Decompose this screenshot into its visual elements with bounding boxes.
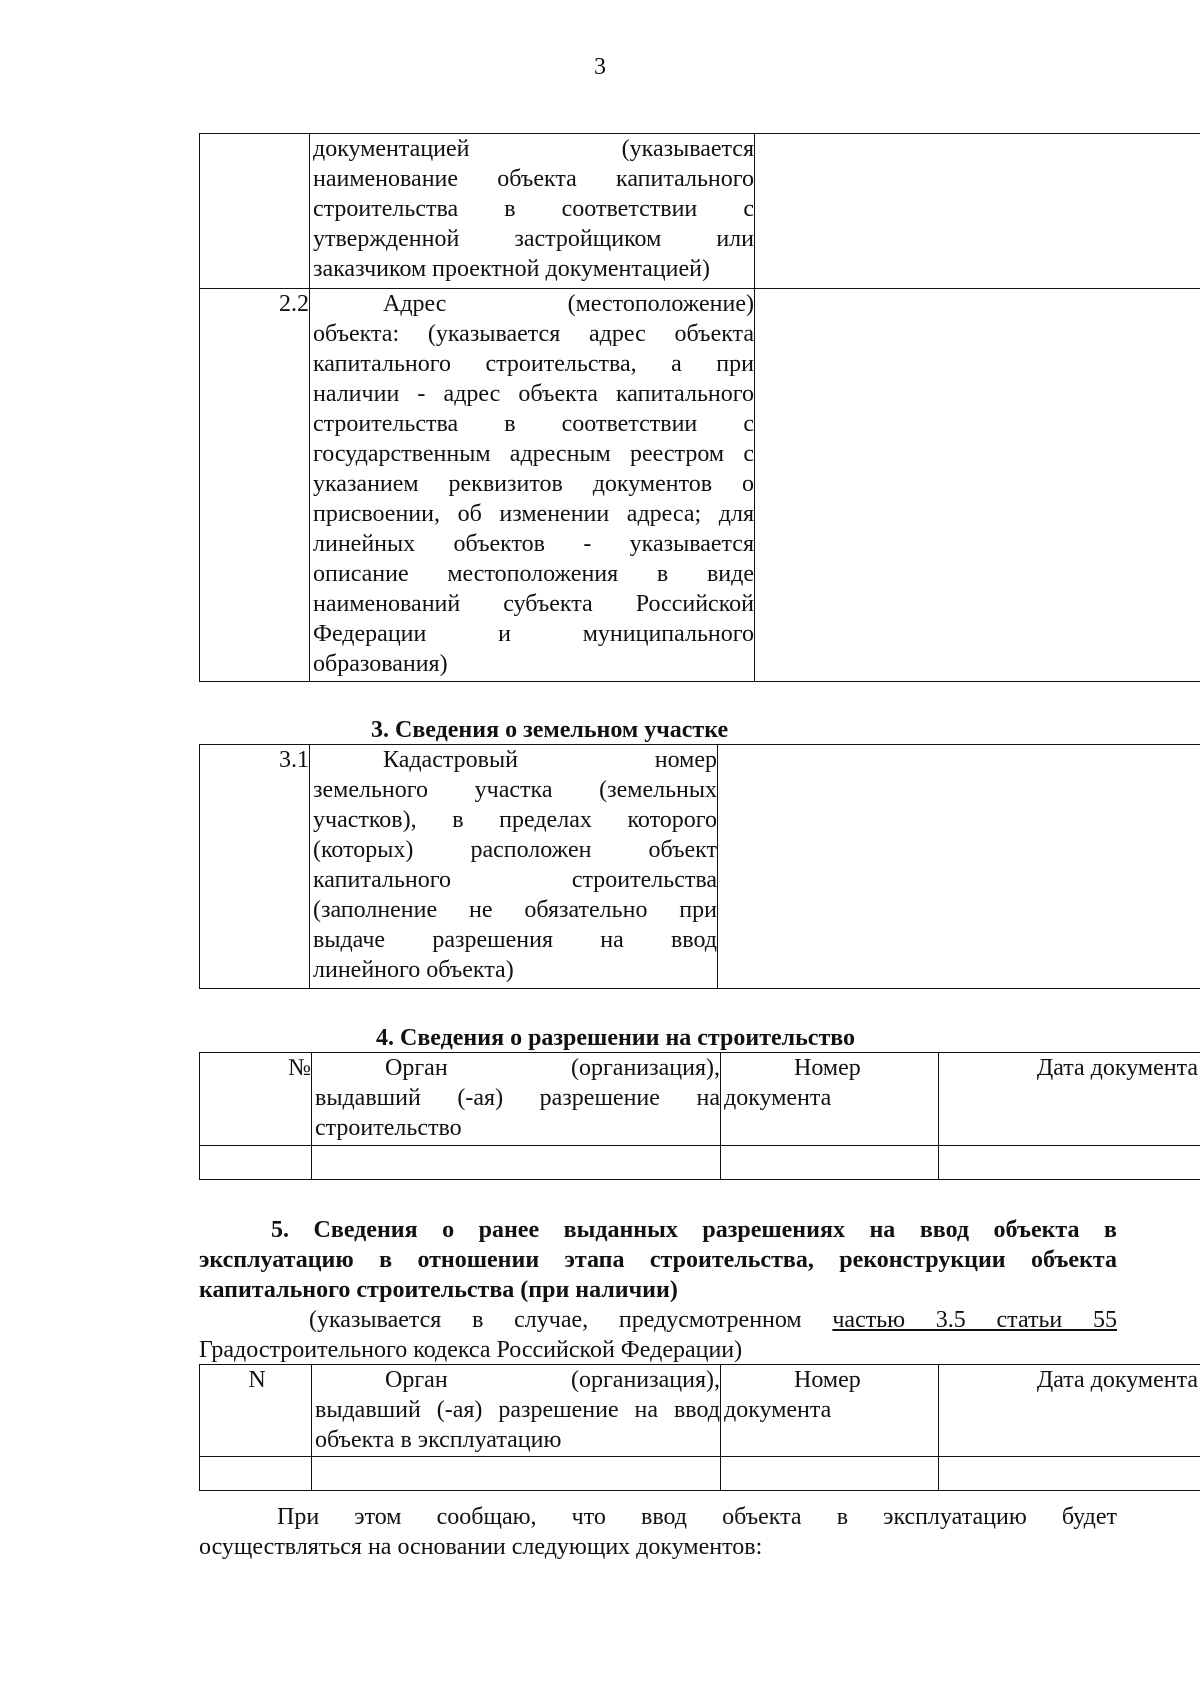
construction-permit-table	[199, 1052, 1200, 1180]
text-line: Номер	[794, 1367, 861, 1393]
closing-paragraph	[199, 1502, 1117, 1562]
section-4-heading: 4. Сведения о разрешении на строительство	[376, 1025, 856, 1051]
text-line: строительства в соответствии с	[313, 196, 754, 222]
row-number-cell: 3.1	[200, 745, 310, 989]
text-line: указанием реквизитов документов о	[313, 471, 754, 497]
empty-cell[interactable]	[312, 1457, 721, 1491]
text-line: линейных объектов - указывается	[313, 531, 754, 557]
law-reference-link[interactable]: частью 3.5 статьи 55	[832, 1307, 1117, 1333]
text-line: выдавший (-ая) разрешение на ввод	[315, 1397, 720, 1423]
text-line: образования)	[313, 651, 448, 677]
section-3-heading: 3. Сведения о земельном участке	[371, 717, 729, 743]
text-line: описание местоположения в виде	[313, 561, 754, 587]
text-line: документа	[724, 1397, 832, 1423]
text-line: объекта в эксплуатацию	[315, 1427, 562, 1453]
note-prefix: (указывается в случае, предусмотренном	[309, 1307, 833, 1333]
empty-cell[interactable]	[200, 1457, 312, 1491]
table-row	[200, 745, 1200, 989]
text-line: (которых) расположен объект	[313, 837, 717, 863]
text-line: документа	[724, 1085, 832, 1111]
text-line: государственным адресным реестром с	[313, 441, 754, 467]
heading-line: капитального строительства (при наличии)	[199, 1277, 678, 1303]
value-cell[interactable]	[755, 134, 1200, 289]
table-row	[200, 289, 1200, 682]
column-header-number: N	[200, 1365, 312, 1457]
text-line: наименование объекта капитального	[313, 166, 754, 192]
column-header-organization	[312, 1365, 721, 1457]
text-line: наличии - адрес объекта капитального	[313, 381, 754, 407]
text-line: капитального строительства, а при	[313, 351, 754, 377]
previous-permits-table	[199, 1364, 1200, 1491]
table-row	[200, 1146, 1200, 1180]
paragraph-line: При этом сообщаю, что ввод объекта в эксплуатацию будет	[277, 1504, 1117, 1530]
text-line: строительство	[315, 1115, 462, 1141]
empty-cell[interactable]	[200, 1146, 312, 1180]
column-header-document-number	[721, 1053, 939, 1146]
value-cell[interactable]	[718, 745, 1200, 989]
paragraph-line: осуществляться на основании следующих документов:	[199, 1534, 763, 1560]
empty-cell[interactable]	[939, 1457, 1200, 1491]
value-cell[interactable]	[755, 289, 1200, 682]
text-line: земельного участка (земельных	[313, 777, 717, 803]
text-line: Кадастровый номер	[383, 747, 717, 773]
table-header-row	[200, 1053, 1200, 1146]
text-line: выдавший (-ая) разрешение на	[315, 1085, 720, 1111]
text-line: Адрес (местоположение)	[383, 291, 754, 317]
object-name-description	[310, 134, 755, 289]
column-header-document-number	[721, 1365, 939, 1457]
empty-cell[interactable]	[721, 1146, 939, 1180]
text-line: участков), в пределах которого	[313, 807, 717, 833]
text-line: Орган (организация),	[385, 1055, 720, 1081]
text-line: линейного объекта)	[313, 957, 514, 983]
column-header-number: №	[200, 1053, 312, 1146]
heading-line: 5. Сведения о ранее выданных разрешениях на ввод объекта в	[271, 1217, 1117, 1243]
section-5-heading	[199, 1215, 1117, 1305]
page-number: 3	[594, 54, 606, 80]
text-line: Орган (организация),	[385, 1367, 720, 1393]
land-plot-table	[199, 744, 1200, 989]
text-line: объекта: (указывается адрес объекта	[313, 321, 754, 347]
empty-cell[interactable]	[312, 1146, 721, 1180]
text-line: Федерации и муниципального	[313, 621, 754, 647]
text-line: Номер	[794, 1055, 861, 1081]
column-header-document-date: Дата документа	[939, 1365, 1200, 1457]
table-row	[200, 1457, 1200, 1491]
heading-line: эксплуатацию в отношении этапа строительства, реконструкции объекта	[199, 1247, 1117, 1273]
text-line: (заполнение не обязательно при	[313, 897, 717, 923]
text-line: наименований субъекта Российской	[313, 591, 754, 617]
cadastral-number-description	[310, 745, 718, 989]
text-line: документацией (указывается	[313, 136, 754, 162]
note-line: Градостроительного кодекса Российской Федерации)	[199, 1337, 743, 1363]
text-line: выдаче разрешения на ввод	[313, 927, 717, 953]
empty-cell[interactable]	[939, 1146, 1200, 1180]
text-line: присвоении, об изменении адреса; для	[313, 501, 754, 527]
text-line: утвержденной застройщиком или	[313, 226, 754, 252]
text-line: капитального строительства	[313, 867, 717, 893]
object-info-table	[199, 133, 1200, 682]
text-line: заказчиком проектной документацией)	[313, 256, 710, 282]
column-header-organization	[312, 1053, 721, 1146]
row-number-cell: 2.2	[200, 289, 310, 682]
note-line	[199, 1305, 1117, 1335]
table-row	[200, 134, 1200, 289]
object-address-description	[310, 289, 755, 682]
row-number-cell	[200, 134, 310, 289]
text-line: строительства в соответствии с	[313, 411, 754, 437]
empty-cell[interactable]	[721, 1457, 939, 1491]
section-5-note	[199, 1305, 1117, 1365]
table-header-row	[200, 1365, 1200, 1457]
column-header-document-date: Дата документа	[939, 1053, 1200, 1146]
